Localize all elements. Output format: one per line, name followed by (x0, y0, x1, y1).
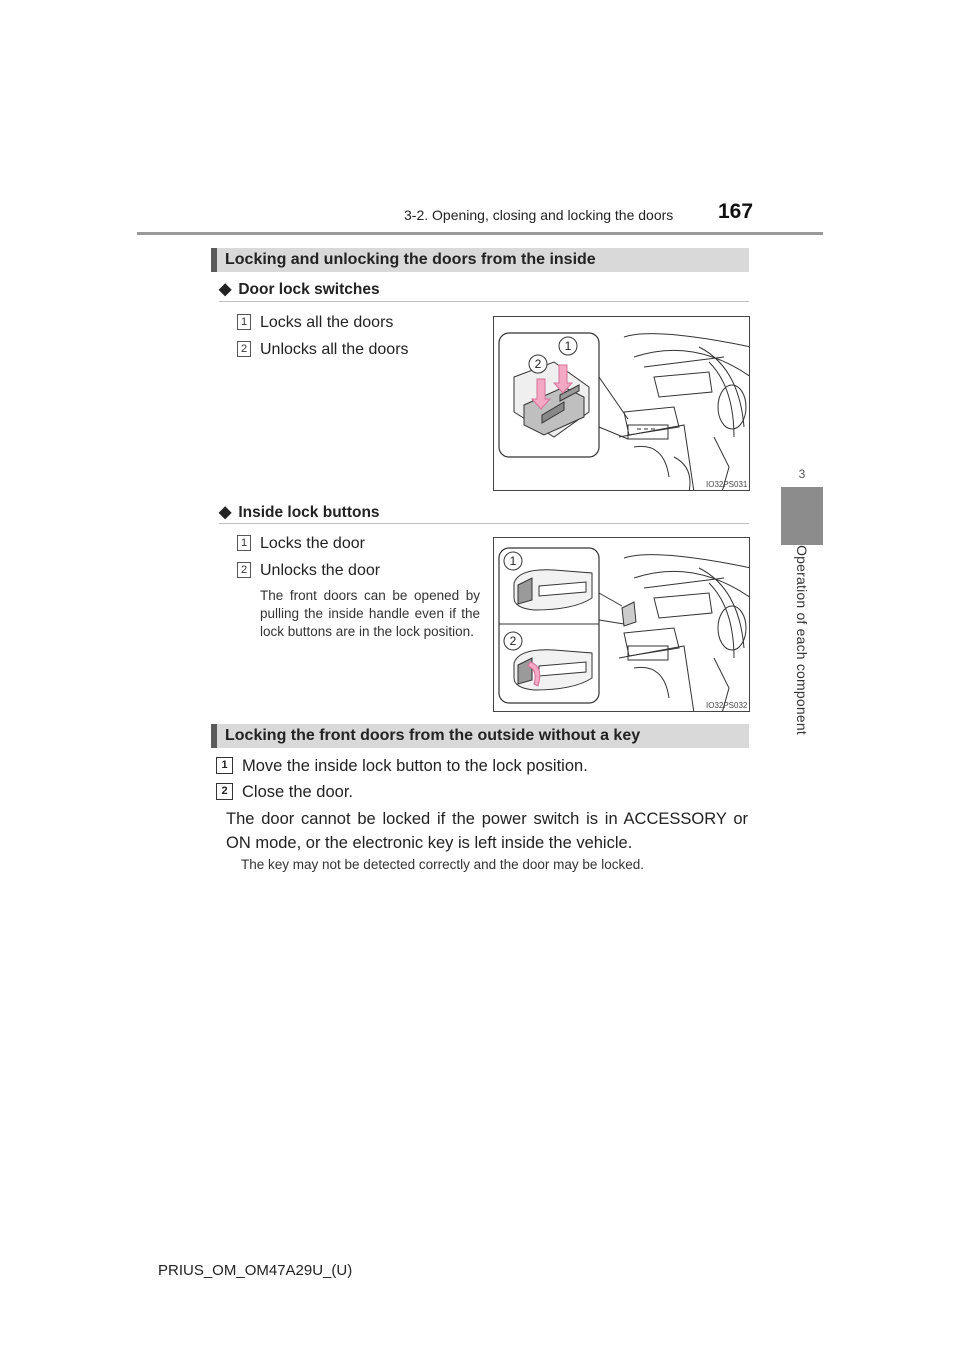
svg-text:1: 1 (564, 339, 572, 353)
svg-text:1: 1 (509, 554, 517, 568)
subheading-label: Inside lock buttons (238, 504, 380, 521)
figure-inside-lock-buttons (493, 537, 750, 712)
subheading-label: Door lock switches (238, 281, 380, 298)
chapter-tab-title: Operation of each component (794, 545, 810, 735)
callout-number: 2 (237, 562, 251, 578)
subheading-rule (219, 523, 749, 524)
paragraph-cannot-lock: The door cannot be locked if the power switch is in ACCESSORY or ON mode, or the electronic key is left inside the vehicle. (226, 810, 748, 852)
step-text: Close the door. (242, 783, 353, 801)
subheading-inside-lock-buttons (219, 502, 380, 522)
header-rule (137, 232, 823, 235)
step-text: Move the inside lock button to the lock position. (242, 757, 588, 775)
callout-number: 2 (237, 341, 251, 357)
item-text: Locks the door (260, 535, 365, 552)
chapter-tab-number: 3 (798, 467, 806, 481)
note-key-detection: The key may not be detected correctly and the door may be locked. (241, 857, 644, 872)
item-text: Unlocks the door (260, 562, 381, 579)
item-text: Locks all the doors (260, 314, 394, 331)
callout-number: 1 (237, 535, 251, 551)
svg-text:2: 2 (534, 357, 542, 371)
document-code: PRIUS_OM_OM47A29U_(U) (158, 1262, 353, 1279)
diamond-bullet-icon: ◆ (219, 281, 232, 298)
chapter-tab (781, 487, 823, 545)
figure-door-lock-switches (493, 316, 750, 491)
diamond-bullet-icon: ◆ (219, 504, 232, 521)
figure-code: IO32PS031 (706, 480, 748, 489)
running-header-section: 3-2. Opening, closing and locking the doors (404, 207, 674, 223)
svg-text:2: 2 (509, 634, 517, 648)
note-inside-handle: The front doors can be opened by pulling the inside handle even if the lock buttons are in the lock position. (260, 588, 480, 639)
section-heading-inside: Locking and unlocking the doors from the inside (211, 248, 749, 272)
door-lock-switch-illustration (494, 317, 750, 491)
subheading-rule (219, 301, 749, 302)
section-heading-outside: Locking the front doors from the outside without a key (211, 724, 749, 748)
callout-number: 1 (237, 314, 251, 330)
figure-code: IO32PS032 (706, 701, 748, 710)
inside-lock-button-illustration (494, 538, 750, 712)
step-number: 1 (216, 757, 233, 774)
page-number: 167 (718, 200, 754, 223)
step-number: 2 (216, 783, 233, 800)
subheading-door-lock-switches (219, 279, 380, 299)
item-text: Unlocks all the doors (260, 341, 409, 358)
